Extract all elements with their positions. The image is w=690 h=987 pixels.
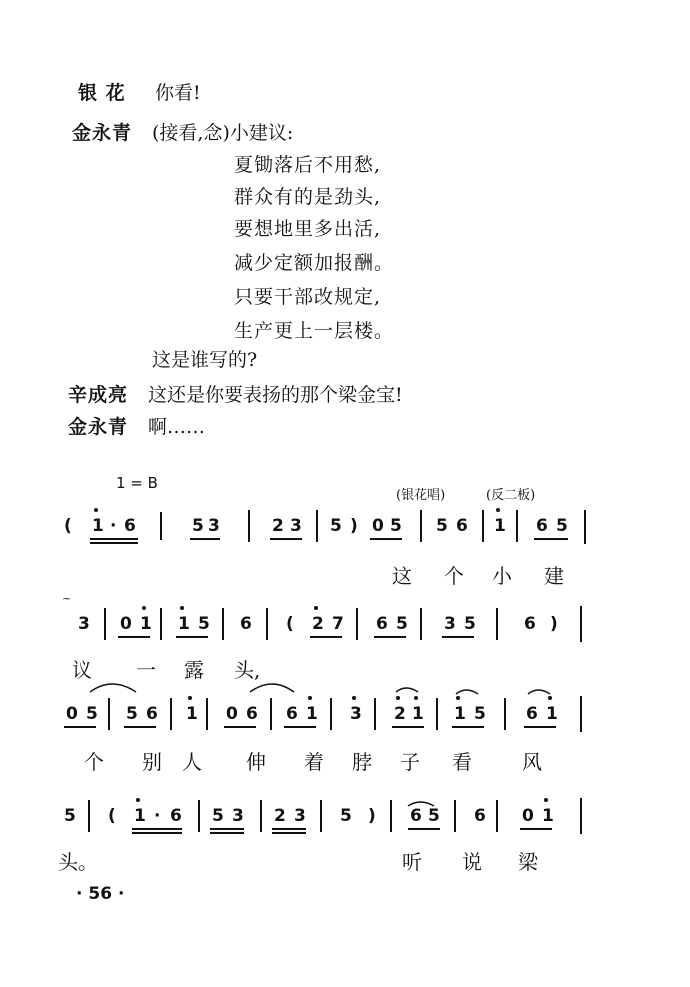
note: 6: [146, 704, 158, 724]
note: 5: [192, 516, 204, 536]
lyric: 头。: [58, 850, 98, 874]
note: (: [286, 614, 294, 634]
lyric: 说: [462, 850, 482, 874]
note: 1: [542, 806, 554, 826]
lyric: 别: [142, 750, 162, 774]
poem-line-2: 群众有的是劲头,: [234, 186, 382, 208]
note: 1: [494, 516, 506, 536]
note: ·: [154, 806, 161, 826]
lyric: 一: [136, 658, 156, 682]
note: 1: [92, 516, 104, 536]
breath-mark: ~: [62, 592, 72, 605]
lyric: 风: [522, 750, 542, 774]
note: 6: [456, 516, 468, 536]
note: ): [350, 516, 358, 536]
note: ·: [110, 516, 117, 536]
note: 5: [64, 806, 76, 826]
note: 6: [376, 614, 388, 634]
note: 5: [396, 614, 408, 634]
note: 1: [134, 806, 146, 826]
lyric: 露: [184, 658, 204, 682]
note: 6: [286, 704, 298, 724]
poem-line-4: 减少定额加报酬。: [234, 252, 395, 274]
note: 3: [290, 516, 302, 536]
note: 5: [556, 516, 568, 536]
note: 0: [226, 704, 238, 724]
line-xinchengliang: 这还是你要表扬的那个梁金宝!: [148, 384, 403, 406]
lyric: 子: [400, 750, 420, 774]
note: 0: [120, 614, 132, 634]
note: 6: [526, 704, 538, 724]
note: 3: [294, 806, 306, 826]
note: 5: [390, 516, 402, 536]
style-note: (反二板): [486, 488, 536, 503]
line-yinhua: 你看!: [155, 82, 201, 104]
key-signature: 1 = B: [116, 474, 158, 492]
note: 3: [78, 614, 90, 634]
lyric: 这: [392, 564, 412, 588]
note: 5: [436, 516, 448, 536]
lyric: 小: [492, 564, 512, 588]
note: 6: [536, 516, 548, 536]
note: 6: [246, 704, 258, 724]
note: 5: [428, 806, 440, 826]
note: 5: [198, 614, 210, 634]
lyric: 头,: [234, 658, 261, 682]
note: 0: [372, 516, 384, 536]
lyric: 梁: [518, 850, 538, 874]
note: 2: [312, 614, 324, 634]
note: 1: [178, 614, 190, 634]
note: 1: [454, 704, 466, 724]
note: ): [368, 806, 376, 826]
note: 3: [350, 704, 362, 724]
page-number: · 56 ·: [76, 884, 125, 904]
note: 6: [524, 614, 536, 634]
speaker-yinhua: 银 花: [78, 82, 126, 104]
note: 5: [340, 806, 352, 826]
note: 6: [124, 516, 136, 536]
speaker-xinchengliang: 辛成亮: [68, 384, 129, 406]
lyric: 着: [304, 750, 324, 774]
lyric: 脖: [352, 750, 372, 774]
lyric: 建: [544, 564, 564, 588]
lyric: 个: [84, 750, 104, 774]
note: 1: [306, 704, 318, 724]
note: 0: [66, 704, 78, 724]
note: 5: [126, 704, 138, 724]
note: 6: [474, 806, 486, 826]
note: 5: [330, 516, 342, 536]
line-who-wrote: 这是谁写的?: [152, 349, 258, 371]
note: 6: [410, 806, 422, 826]
poem-line-3: 要想地里多出活,: [234, 218, 382, 240]
note: 5: [212, 806, 224, 826]
line-ah: 啊……: [148, 416, 206, 438]
poem-line-6: 生产更上一层楼。: [234, 320, 395, 342]
lyric: 听: [402, 850, 422, 874]
note: 3: [444, 614, 456, 634]
note: 2: [274, 806, 286, 826]
line-jinyongqing: (接看,念)小建议:: [152, 122, 294, 144]
note: 1: [186, 704, 198, 724]
note: 2: [394, 704, 406, 724]
note: 3: [232, 806, 244, 826]
lyric: 个: [444, 564, 464, 588]
poem-line-1: 夏锄落后不用愁,: [234, 154, 382, 176]
poem-line-5: 只要干部改规定,: [234, 286, 382, 308]
note: (: [108, 806, 116, 826]
speaker-jinyongqing-2: 金永青: [68, 416, 129, 438]
note: 3: [208, 516, 220, 536]
note: (: [64, 516, 72, 536]
lyric: 议: [72, 658, 92, 682]
lyric: 人: [182, 750, 202, 774]
note: 5: [474, 704, 486, 724]
note: 2: [272, 516, 284, 536]
lyric: 看: [452, 750, 472, 774]
note: 6: [240, 614, 252, 634]
note: 0: [522, 806, 534, 826]
note: 6: [170, 806, 182, 826]
note: 5: [86, 704, 98, 724]
speaker-jinyongqing: 金永青: [72, 122, 133, 144]
singer-note: (银花唱): [396, 488, 446, 503]
note: 5: [464, 614, 476, 634]
note: ): [550, 614, 558, 634]
note: 1: [412, 704, 424, 724]
note: 7: [332, 614, 344, 634]
note: 1: [140, 614, 152, 634]
lyric: 伸: [246, 750, 266, 774]
note: 1: [546, 704, 558, 724]
